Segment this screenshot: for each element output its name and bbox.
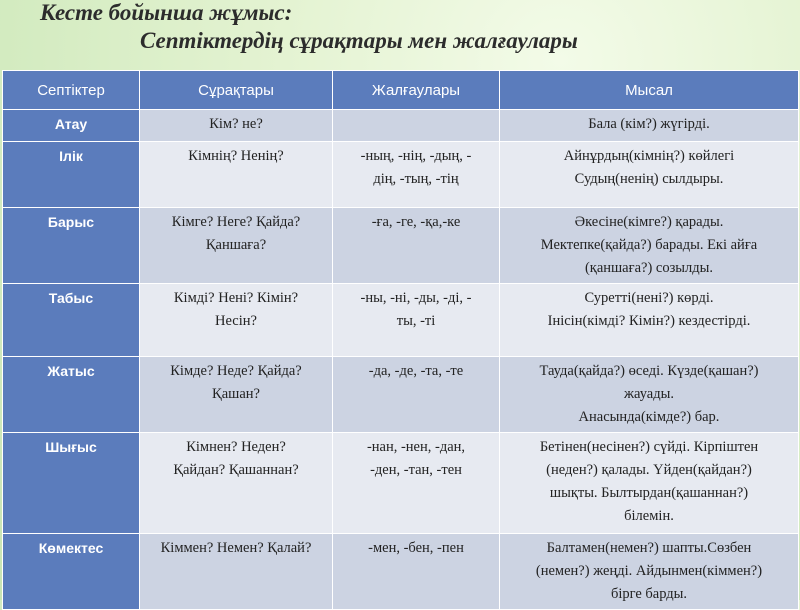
- endings-line: ты, -ті: [396, 313, 436, 329]
- endings-cell: [333, 110, 500, 142]
- questions-cell: [140, 142, 333, 208]
- header-example: Мысал: [500, 71, 799, 110]
- example-line: (неден?) қалады. Үйден(қайдан?): [546, 462, 752, 478]
- example-line: Балтамен(немен?) шапты.Сөзбен: [546, 540, 752, 556]
- example-line: шықты. Былтырдан(қашаннан?): [549, 485, 749, 501]
- questions-line: Кімге? Неге? Қайда?: [171, 214, 301, 230]
- example-line: Айнұрдың(кімнің?) көйлегі: [563, 148, 735, 164]
- example-line: (немен?) жеңді. Айдынмен(кіммен?): [535, 563, 763, 579]
- example-cell: [500, 110, 799, 142]
- example-cell: [500, 142, 799, 208]
- questions-line: Қайдан? Қашаннан?: [173, 462, 299, 478]
- example-cell: [500, 357, 799, 433]
- table-row: [3, 433, 799, 534]
- endings-cell: [333, 142, 500, 208]
- example-cell: [500, 208, 799, 284]
- table-header-row: [3, 71, 799, 110]
- example-line: Бетінен(несінен?) сүйді. Кірпіштен: [539, 439, 759, 455]
- table-body: [3, 110, 799, 610]
- endings-cell: [333, 433, 500, 534]
- questions-cell: [140, 534, 333, 610]
- case-name-cell: Шығыс: [3, 433, 140, 534]
- endings-line: -нан, -нен, -дан,: [366, 439, 466, 455]
- questions-cell: [140, 357, 333, 433]
- header-questions: Сұрақтары: [140, 71, 333, 110]
- table-row: [3, 142, 799, 208]
- questions-line: Кімнен? Неден?: [186, 439, 286, 455]
- questions-line: Қашан?: [212, 386, 260, 402]
- endings-line: -ның, -нің, -дың, -: [360, 148, 472, 164]
- example-line: білемін.: [624, 508, 674, 524]
- table-row: [3, 284, 799, 357]
- endings-cell: [333, 357, 500, 433]
- example-line: Інісін(кімді? Кімін?) кездестірді.: [547, 313, 751, 329]
- example-line: Мектепке(қайда?) барады. Екі айға: [540, 237, 758, 253]
- questions-cell: [140, 284, 333, 357]
- endings-cell: [333, 534, 500, 610]
- table-row: [3, 110, 799, 142]
- example-line: Тауда(қайда?) өседі. Күзде(қашан?): [539, 363, 759, 379]
- case-name-cell: Атау: [3, 110, 140, 142]
- cases-table: [2, 70, 799, 610]
- example-cell: [500, 284, 799, 357]
- example-line: (қаншаға?) созылды.: [584, 260, 714, 276]
- questions-cell: [140, 110, 333, 142]
- case-name-cell: Жатыс: [3, 357, 140, 433]
- example-cell: [500, 433, 799, 534]
- table-row: [3, 534, 799, 610]
- questions-line: Кіммен? Немен? Қалай?: [160, 540, 312, 556]
- endings-line: -ны, -ні, -ды, -ді, -: [360, 290, 472, 306]
- case-name-cell: Табыс: [3, 284, 140, 357]
- example-line: жауады.: [624, 386, 674, 402]
- questions-line: Кімді? Нені? Кімін?: [173, 290, 299, 306]
- case-name-cell: Ілік: [3, 142, 140, 208]
- endings-line: дің, -тың, -тің: [373, 171, 459, 187]
- endings-line: -ға, -ге, -қа,-ке: [371, 214, 461, 230]
- example-line: Суретті(нені?) көрді.: [584, 290, 714, 306]
- endings-line: -да, -де, -та, -те: [368, 363, 464, 379]
- questions-cell: [140, 208, 333, 284]
- questions-line: Кімде? Неде? Қайда?: [170, 363, 302, 379]
- case-name-cell: Барыс: [3, 208, 140, 284]
- example-line: бірге барды.: [610, 586, 688, 602]
- example-line: Әкесіне(кімге?) қарады.: [574, 214, 724, 230]
- endings-cell: [333, 284, 500, 357]
- title-line-2: Септіктердің сұрақтары мен жалғаулары: [140, 28, 578, 53]
- table-row: [3, 208, 799, 284]
- header-cases: Септіктер: [3, 71, 140, 110]
- example-line: Анасында(кімде?) бар.: [578, 409, 720, 425]
- header-endings: Жалғаулары: [333, 71, 500, 110]
- questions-line: Кім? не?: [209, 116, 263, 132]
- questions-cell: [140, 433, 333, 534]
- questions-line: Кімнің? Ненің?: [188, 148, 284, 164]
- questions-line: Несін?: [215, 313, 257, 329]
- example-cell: [500, 534, 799, 610]
- endings-cell: [333, 208, 500, 284]
- title-line-1: Кесте бойынша жұмыс:: [40, 0, 293, 25]
- questions-line: Қаншаға?: [205, 237, 267, 253]
- example-line: Судың(ненің) сылдыры.: [574, 171, 724, 187]
- case-name-cell: Көмектес: [3, 534, 140, 610]
- endings-line: -ден, -тан, -тен: [370, 462, 462, 478]
- table-row: [3, 357, 799, 433]
- endings-line: -мен, -бен, -пен: [368, 540, 464, 556]
- example-line: Бала (кім?) жүгірді.: [588, 116, 710, 132]
